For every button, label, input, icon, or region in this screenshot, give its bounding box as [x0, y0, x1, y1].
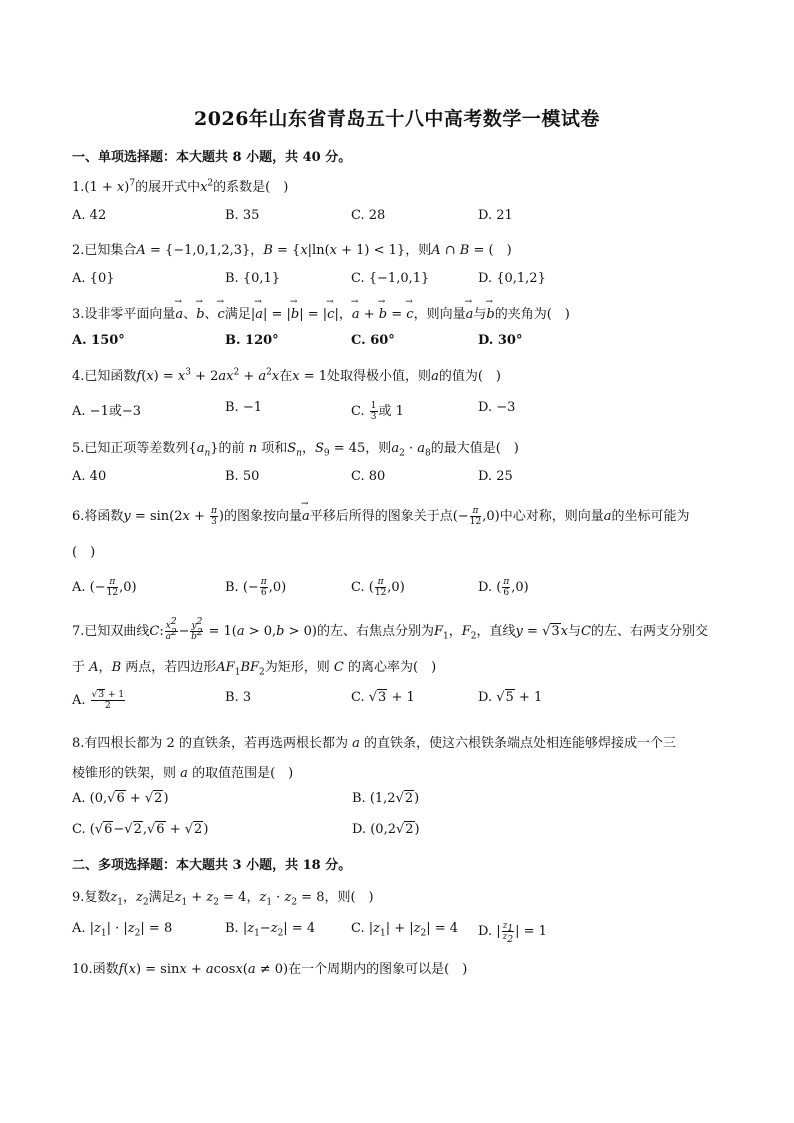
option-b[interactable]: B. (− $\frac{\pi}{6}$ ,0)	[225, 577, 287, 598]
option-c[interactable]: C. 80	[351, 469, 386, 484]
option-b[interactable]: B. {0,1}	[225, 271, 281, 286]
question-8-line2: 棱锥形的铁架，则 a 的取值范围是( )	[72, 766, 294, 781]
question-9: 9.复数$z_1$，$z_2$满足$z_1 + z_2 = 4$，$z_1 \cdot z_2 = 8$，则( )	[72, 890, 374, 908]
option-d[interactable]: D. 30°	[478, 333, 523, 348]
option-b[interactable]: B. 120°	[225, 333, 279, 348]
option-a[interactable]: A. −1或−3	[72, 404, 141, 419]
option-b[interactable]: B. 35	[225, 208, 260, 223]
option-c[interactable]: C. 60°	[351, 333, 395, 348]
question-6-options	[72, 577, 732, 599]
option-b[interactable]: B. (1,2√2)	[352, 791, 420, 806]
option-b[interactable]: B. −1	[225, 400, 262, 415]
question-9-options	[72, 921, 732, 943]
section-heading-single-choice: 一、单项选择题：本大题共 8 小题，共 40 分。	[72, 150, 352, 165]
option-d[interactable]: D. −3	[478, 400, 516, 415]
option-d[interactable]: D. | $\frac{z_1}{z_2}$ | = 1	[478, 921, 547, 945]
option-a[interactable]: A. 42	[72, 208, 107, 223]
question-6-line2: ( )	[72, 545, 96, 560]
question-10: 10.函数f(x) = sinx + acosx(a ≠ 0)在一个周期内的图象可以是( )	[72, 962, 468, 977]
question-1-options	[72, 208, 732, 230]
option-c[interactable]: C. $\frac{1}{3}$ 或 1	[351, 401, 404, 422]
question-5-options	[72, 469, 732, 491]
option-d[interactable]: D. 21	[478, 208, 513, 223]
option-a[interactable]: A. 150°	[72, 333, 125, 348]
question-7-line2: 于 A，B 两点，若四边形$AF_1BF_2$为矩形，则 C 的离心率为( )	[72, 660, 437, 678]
option-a[interactable]: A. {0}	[72, 271, 115, 286]
question-7: 7.已知双曲线C: $\frac{x^2}{a^2}$ − $\frac{y^2}{b^2}$ = 1(a > 0,b > 0)的左、右焦点分别为$F_1$，$F_2$，直线y = √3x与C的左、右两支分别交	[72, 617, 708, 642]
page-title: 2026年山东省青岛五十八中高考数学一模试卷	[194, 108, 600, 130]
option-d[interactable]: D. {0,1,2}	[478, 271, 546, 286]
option-c[interactable]: C. √3 + 1	[351, 690, 415, 705]
option-d[interactable]: D. 25	[478, 469, 513, 484]
option-d[interactable]: D. √5 + 1	[478, 690, 543, 705]
option-a[interactable]: A. 40	[72, 469, 107, 484]
question-2-options	[72, 271, 732, 293]
option-a[interactable]: A. $|z_1| \cdot |z_2| = 8$	[72, 921, 173, 939]
option-c[interactable]: C. $|z_1| + |z_2| = 4$	[351, 921, 459, 939]
option-c[interactable]: C. 28	[351, 208, 386, 223]
question-8-options-row2	[72, 822, 732, 844]
question-6: 6.将函数y = sin(2x + $\frac{\pi}{3}$ )的图象按向量→ a平移后所得的图象关于点(− $\frac{\pi}{12}$ ,0)中心对称，则向量a的坐标可能为	[72, 505, 690, 527]
question-2: 2.已知集合A = {−1,0,1,2,3}，B = {x|ln(x + 1) < 1}，则A ∩ B = ( )	[72, 243, 512, 258]
option-c[interactable]: C. ( $\frac{\pi}{12}$ ,0)	[351, 577, 405, 598]
question-4-options	[72, 400, 732, 422]
option-a[interactable]: A. (− $\frac{\pi}{12}$ ,0)	[72, 577, 137, 598]
option-b[interactable]: B. 50	[225, 469, 260, 484]
option-c[interactable]: C. {−1,0,1}	[351, 271, 430, 286]
question-4: 4.已知函数$f(x) = x^3 + 2ax^2 + a^2x$在x = 1处取得极小值，则a的值为( )	[72, 367, 501, 384]
question-8-options-row1	[72, 791, 732, 813]
option-a[interactable]: A. $\frac{√3 + 1}{2}$	[72, 690, 125, 711]
question-3-options	[72, 333, 732, 355]
section-heading-multiple-choice: 二、多项选择题：本大题共 3 小题，共 18 分。	[72, 858, 352, 873]
option-b[interactable]: B. $|z_1-z_2| = 4$	[225, 921, 316, 939]
question-1: $1.(1 + x)^7$的展开式中$x^2$的系数是( )	[72, 178, 289, 195]
option-c[interactable]: C. (√6−√2,√6 + √2)	[72, 822, 209, 837]
option-a[interactable]: A. (0,√6 + √2)	[72, 791, 169, 806]
question-3: 3.设非零平面向量→ a、→ b、→ c满足|→ a| = |→ b| = |→ c|，→ a + → b = → c，则向量→ a与→ b的夹角为( )	[72, 303, 570, 322]
option-b[interactable]: B. 3	[225, 690, 252, 705]
question-5: 5.已知正项等差数列$\{a_n\}$的前 n 项和$S_n$，$S_9 = 45$，则$a_2 \cdot a_8$的最大值是( )	[72, 441, 519, 459]
option-d[interactable]: D. (0,2√2)	[352, 822, 420, 837]
option-d[interactable]: D. ( $\frac{\pi}{6}$ ,0)	[478, 577, 529, 598]
question-7-options	[72, 690, 732, 712]
question-8: 8.有四根长都为 2 的直铁条，若再选两根长都为 a 的直铁条，使这六根铁条端点处相连能够焊接成一个三	[72, 736, 677, 751]
